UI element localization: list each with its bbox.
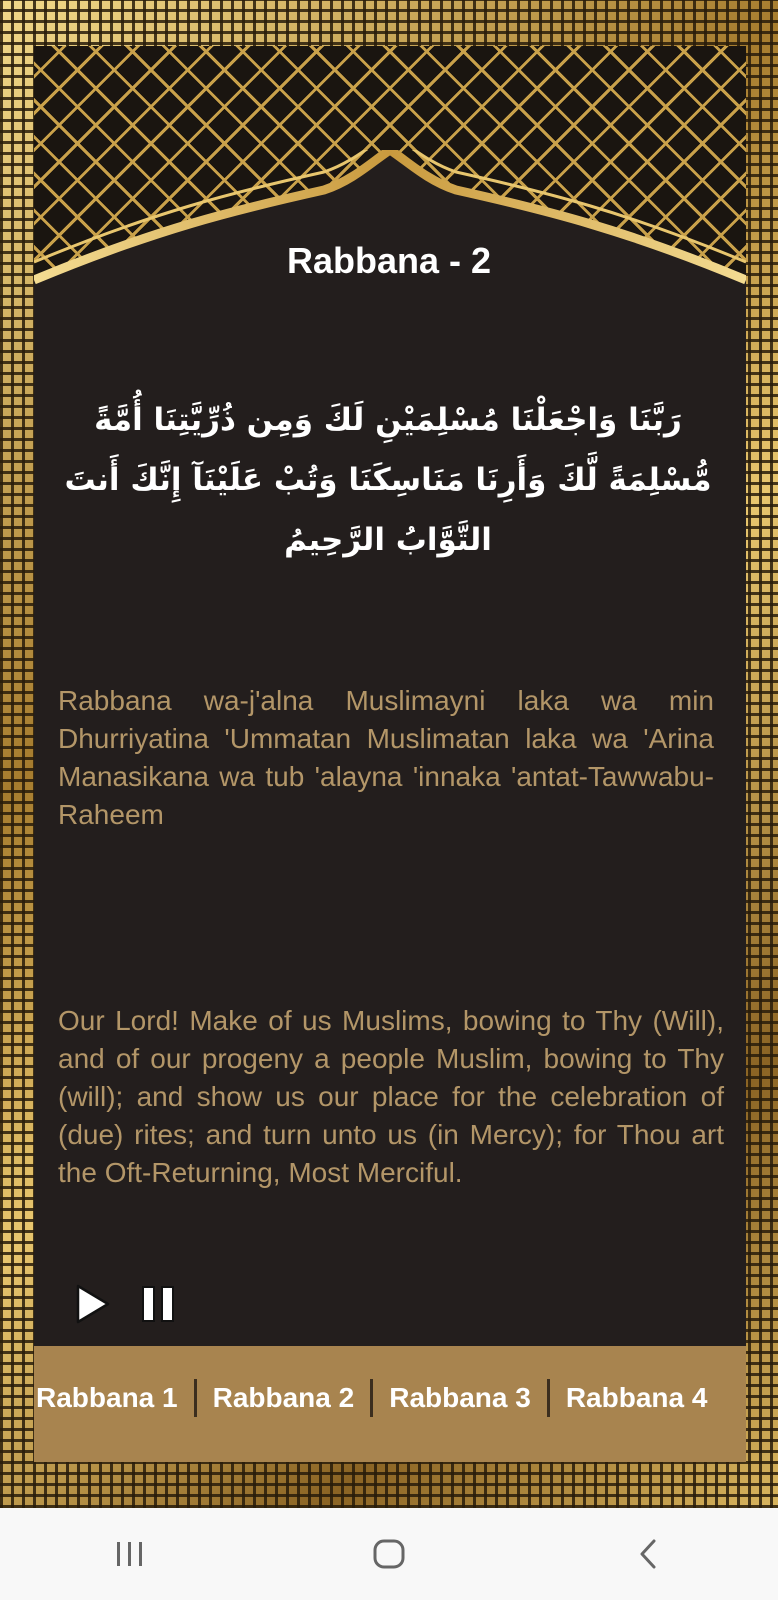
rabbana-tab-bar (34, 1346, 746, 1462)
play-button[interactable] (70, 1282, 114, 1326)
home-icon (372, 1538, 406, 1570)
tab-rabbana-4[interactable]: Rabbana 4 (565, 1382, 708, 1413)
recents-button[interactable] (90, 1524, 170, 1584)
tab-rabbana-2[interactable]: Rabbana 2 (212, 1382, 355, 1413)
translation-text: Our Lord! Make of us Muslims, bowing to Thy (Will), and of our progeny a people Muslim, bowing to Thy (will); and show us our place for the celebration of (due) rites; and turn unto us (in Mercy); for Thou art the Oft-Returning, Most Merciful. (58, 1005, 724, 1188)
page-title: Rabbana - 2 (286, 240, 492, 281)
back-button[interactable] (608, 1524, 688, 1584)
recents-icon (115, 1541, 145, 1567)
tab-list (34, 1376, 723, 1420)
transliteration-text: Rabbana wa-j'alna Muslimayni laka wa min Dhurriyatina 'Ummatan Muslimatan laka wa 'Arina Manasikana wa tub 'alayna 'innaka 'antat-Tawwabu-Raheem (58, 685, 714, 830)
home-button[interactable] (349, 1524, 429, 1584)
back-icon (637, 1538, 659, 1570)
tab-rabbana-3[interactable]: Rabbana 3 (389, 1382, 531, 1413)
tab-rabbana-1[interactable]: Rabbana 1 (36, 1382, 178, 1413)
system-navigation-bar (0, 1508, 778, 1600)
pause-button[interactable] (136, 1282, 180, 1326)
pause-icon (138, 1282, 178, 1326)
audio-controls (70, 1282, 180, 1326)
arabic-dua-text: رَبَّنَا وَاجْعَلْنَا مُسْلِمَيْنِ لَكَ وَمِن ذُرِّيَّتِنَا أُمَّةً مُّسْلِمَةً لَّكَ وَأَرِنَا مَنَاسِكَنَا وَتُبْ عَلَيْنَآ إِنَّكَ أَنتَ التَّوَّابُ الرَّحِيمُ (64, 402, 712, 558)
play-icon (72, 1282, 112, 1326)
